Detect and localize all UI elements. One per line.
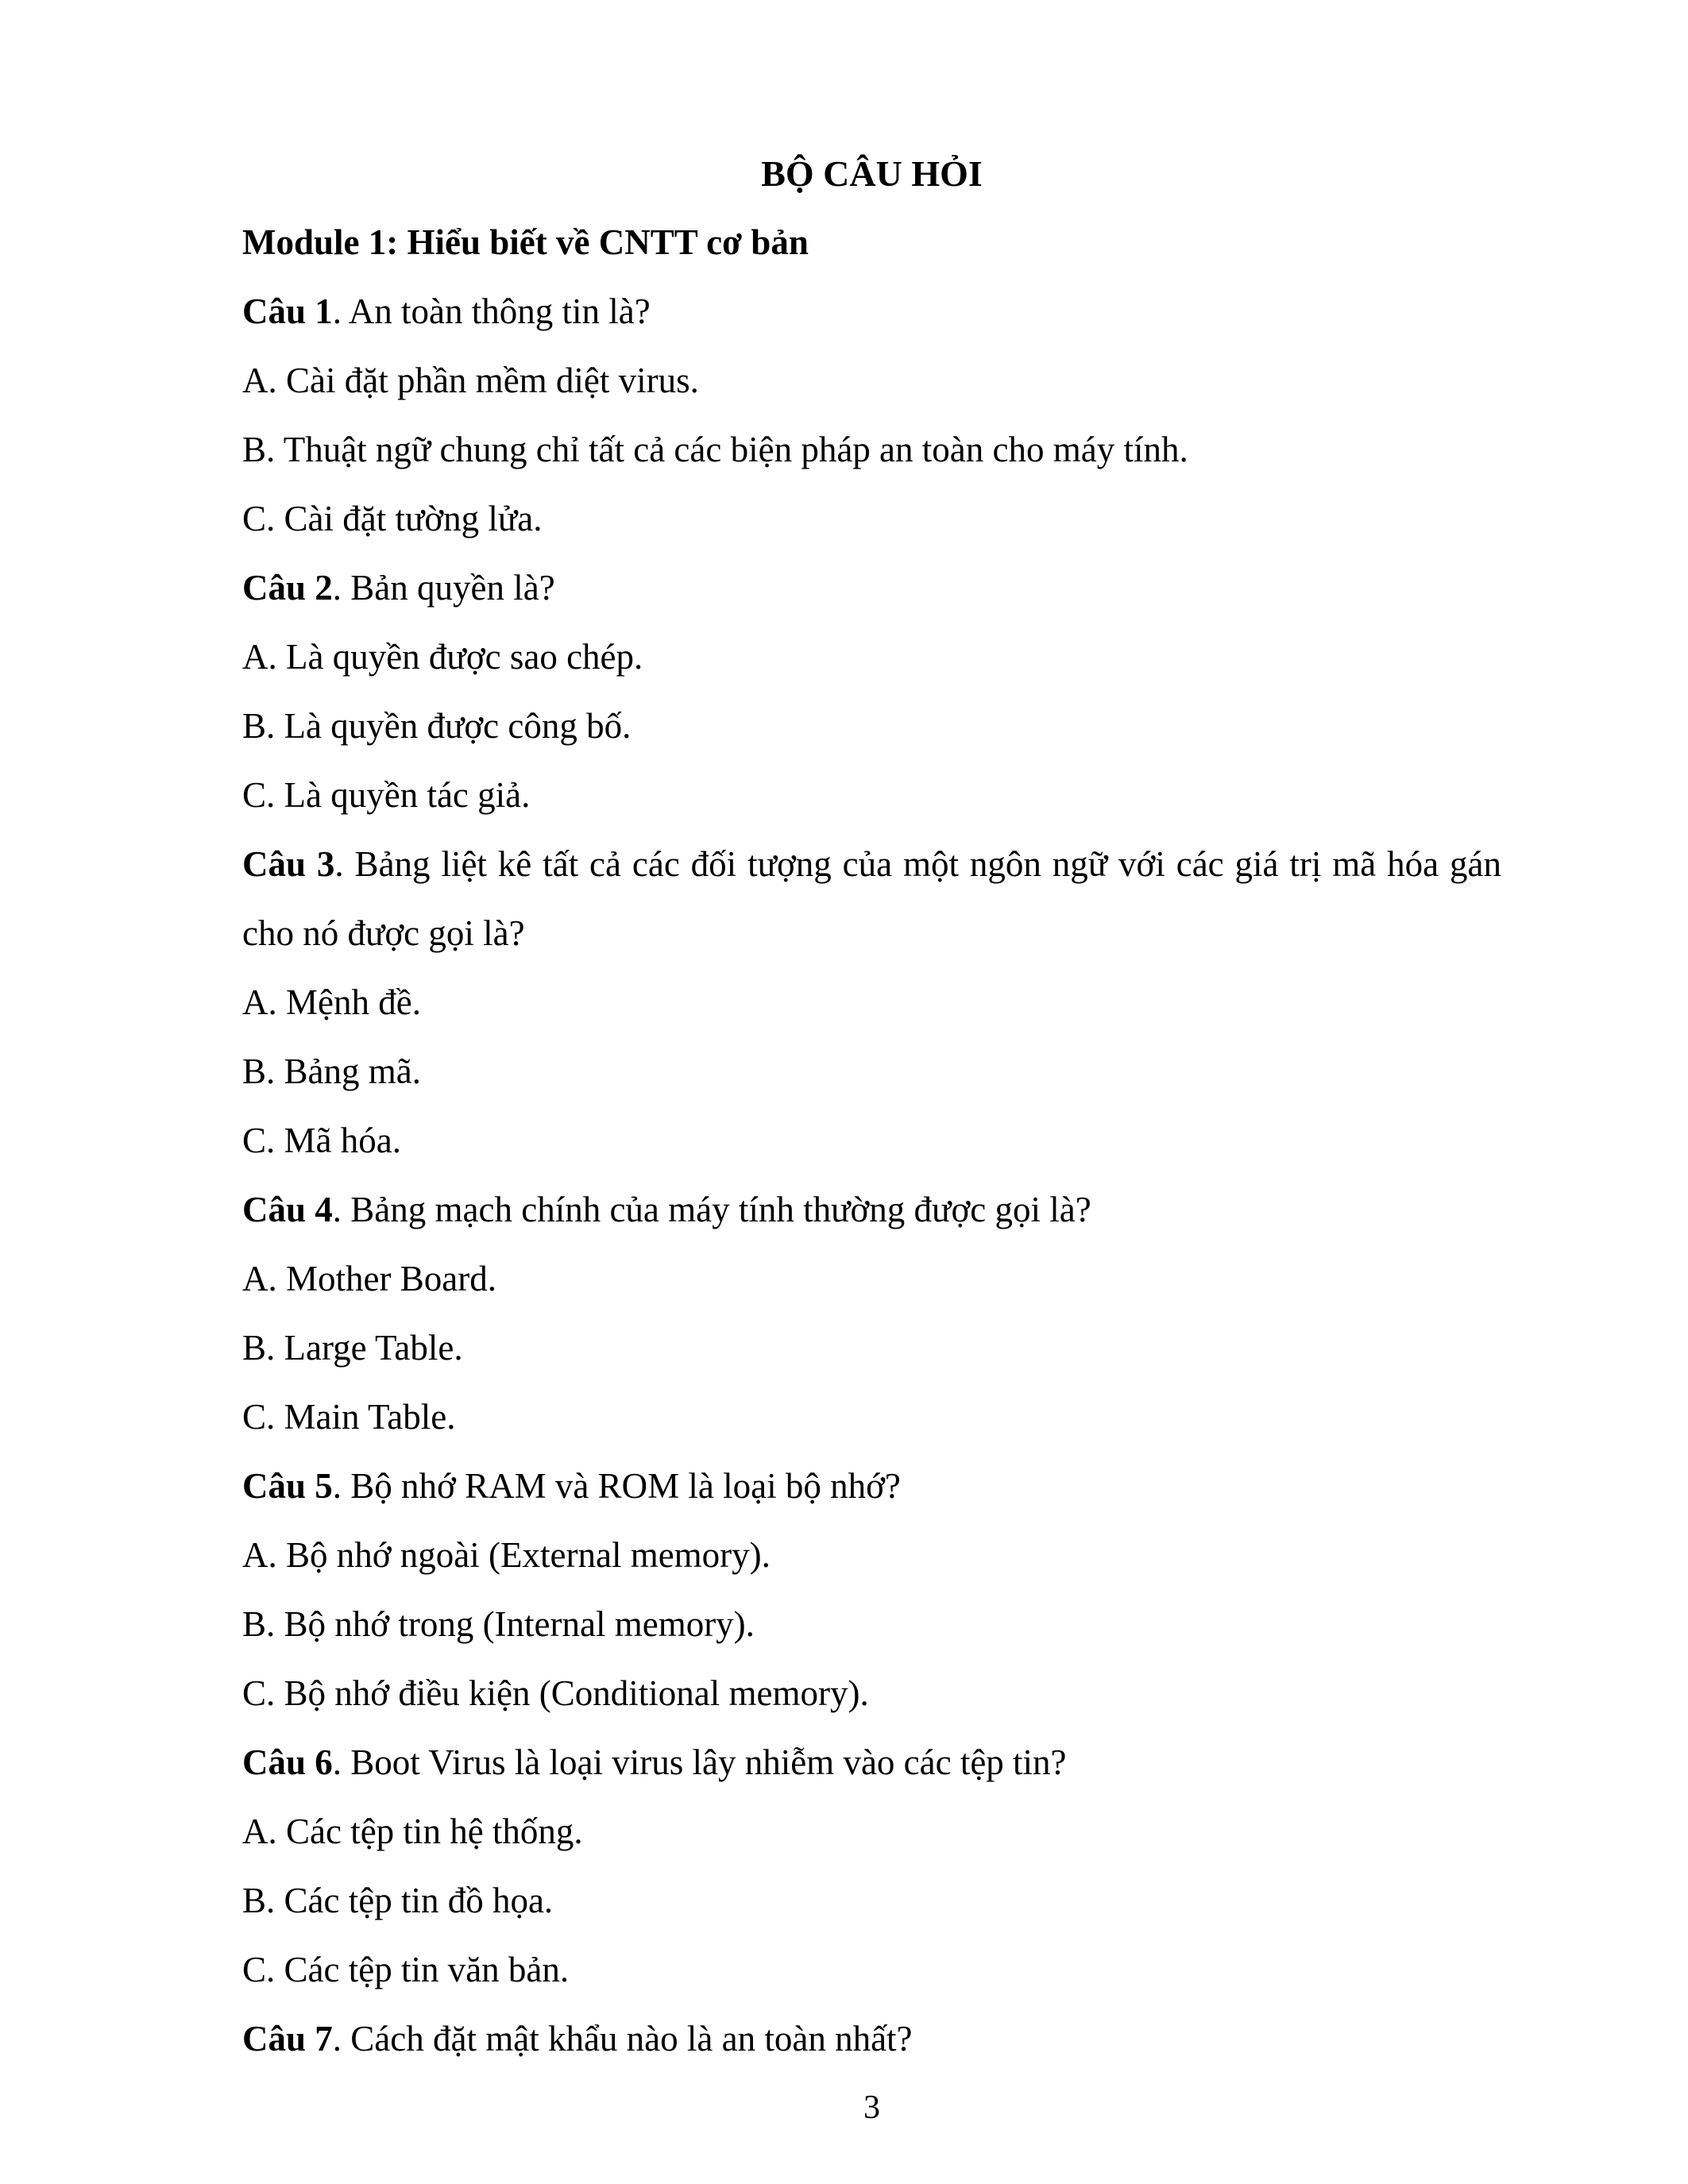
answer-option: B. Thuật ngữ chung chỉ tất cả các biện pháp an toàn cho máy tính. (242, 430, 1188, 469)
question-label: Câu 6 (242, 1742, 333, 1782)
question-heading (242, 830, 1501, 968)
question-heading (242, 1452, 1501, 1521)
answer-option: A. Các tệp tin hệ thống. (242, 1812, 583, 1851)
question-text: . Bảng liệt kê tất cả các đối tượng của một ngôn ngữ với các giá trị mã hóa gán cho nó được gọi là? (242, 844, 1501, 953)
question-label: Câu 7 (242, 2019, 333, 2059)
question-text: . Bộ nhớ RAM và ROM là loại bộ nhớ? (332, 1466, 901, 1506)
page-number: 3 (863, 2089, 880, 2126)
question-text: . An toàn thông tin là? (332, 291, 651, 331)
answer-option: C. Cài đặt tường lửa. (242, 499, 543, 538)
question-heading (242, 2005, 1501, 2074)
question-text: . Bản quyền là? (332, 568, 555, 608)
question-label: Câu 1 (242, 291, 333, 331)
answer-option: A. Là quyền được sao chép. (242, 637, 643, 677)
question-label: Câu 5 (242, 1466, 333, 1506)
answer-option: C. Các tệp tin văn bản. (242, 1950, 570, 1989)
answer-option: B. Là quyền được công bố. (242, 706, 632, 746)
question-heading (242, 554, 1501, 623)
answer-option: C. Bộ nhớ điều kiện (Conditional memory). (242, 1673, 869, 1713)
answer-option: A. Mother Board. (242, 1259, 496, 1298)
module-heading: Module 1: Hiểu biết về CNTT cơ bản (242, 222, 809, 262)
answer-option: C. Main Table. (242, 1397, 456, 1437)
answer-option: A. Bộ nhớ ngoài (External memory). (242, 1535, 771, 1575)
question-label: Câu 4 (242, 1190, 333, 1229)
answer-option: A. Mệnh đề. (242, 982, 421, 1022)
question-text: . Cách đặt mật khẩu nào là an toàn nhất? (332, 2019, 913, 2059)
answer-option: C. Là quyền tác giả. (242, 775, 531, 815)
answer-option: A. Cài đặt phần mềm diệt virus. (242, 361, 699, 400)
page-title: BỘ CÂU HỎI (761, 153, 983, 194)
answer-option: B. Bảng mã. (242, 1051, 421, 1091)
answer-option: C. Mã hóa. (242, 1121, 401, 1160)
question-text: . Bảng mạch chính của máy tính thường được gọi là? (332, 1190, 1091, 1229)
answer-option: B. Bộ nhớ trong (Internal memory). (242, 1604, 755, 1644)
answer-option: B. Các tệp tin đồ họa. (242, 1881, 554, 1920)
question-list (242, 277, 1501, 2074)
answer-option: B. Large Table. (242, 1328, 463, 1368)
question-text: . Boot Virus là loại virus lây nhiễm vào các tệp tin? (332, 1742, 1067, 1782)
question-heading (242, 1728, 1501, 1797)
question-heading (242, 277, 1501, 346)
question-label: Câu 3 (242, 844, 335, 884)
question-heading (242, 1175, 1501, 1244)
question-label: Câu 2 (242, 568, 333, 608)
